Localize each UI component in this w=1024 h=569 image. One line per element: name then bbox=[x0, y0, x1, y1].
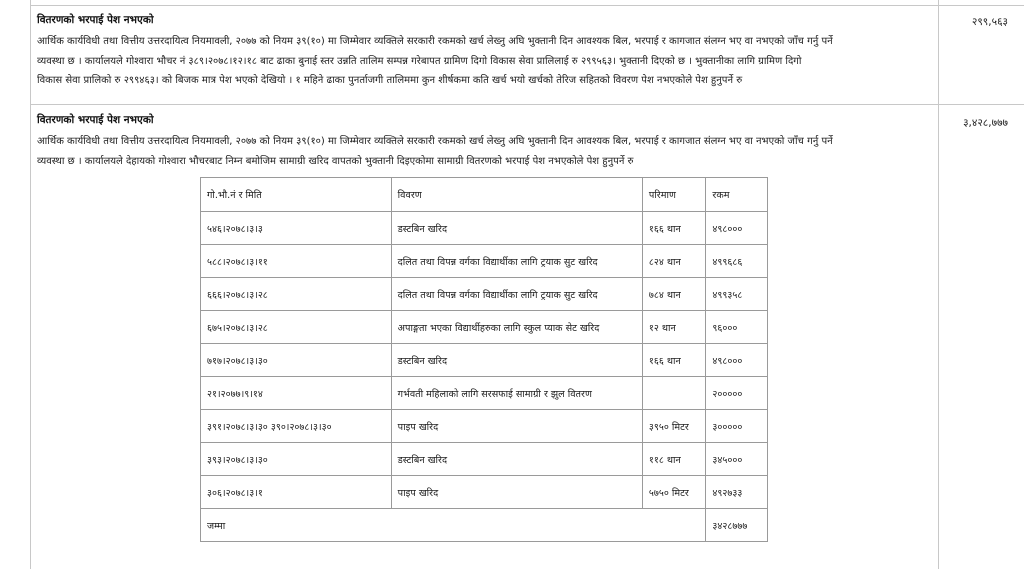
audit-finding-1 bbox=[37, 14, 937, 91]
description-cell: डस्टबिन खरिद bbox=[391, 443, 642, 476]
voucher-cell: ५४६।२०७८।३।३ bbox=[201, 212, 392, 245]
description-cell: गर्भवती महिलाको लागि सरसफाई सामाग्री र झुल वितरण bbox=[391, 377, 642, 410]
row-divider bbox=[30, 104, 1024, 105]
table-row bbox=[201, 476, 768, 509]
voucher-cell: ६६६।२०७८।३।२८ bbox=[201, 278, 392, 311]
quantity-cell: १६६ थान bbox=[642, 344, 706, 377]
amount-cell: ४९२७३३ bbox=[706, 476, 768, 509]
table-row bbox=[201, 245, 768, 278]
table-header-row bbox=[201, 178, 768, 212]
description-cell: पाइप खरिद bbox=[391, 476, 642, 509]
quantity-cell: ११८ थान bbox=[642, 443, 706, 476]
row-divider bbox=[30, 5, 1024, 6]
purchase-items-table bbox=[200, 177, 768, 542]
table-row bbox=[201, 311, 768, 344]
finding-amount: ३,४२८,७७७ bbox=[963, 117, 1008, 129]
description-cell: दलित तथा विपन्न वर्गका विद्यार्थीका लागि ट्रयाक सुट खरिद bbox=[391, 245, 642, 278]
voucher-cell: ३०६।२०७८।३।१ bbox=[201, 476, 392, 509]
column-header-voucher: गो.भौ.नं र मिति bbox=[201, 178, 392, 212]
quantity-cell: ३९५० मिटर bbox=[642, 410, 706, 443]
voucher-cell: ५८८।२०७८।३।११ bbox=[201, 245, 392, 278]
table-row bbox=[201, 410, 768, 443]
amount-column-border bbox=[938, 0, 939, 569]
description-cell: पाइप खरिद bbox=[391, 410, 642, 443]
quantity-cell: ५७५० मिटर bbox=[642, 476, 706, 509]
voucher-cell: २१।२०७७।९।१४ bbox=[201, 377, 392, 410]
finding-heading: वितरणको भरपाई पेश नभएको bbox=[37, 114, 154, 126]
voucher-cell: ६७५।२०७८।३।२८ bbox=[201, 311, 392, 344]
finding-heading: वितरणको भरपाई पेश नभएको bbox=[37, 14, 154, 26]
finding-line: व्यवस्था छ । कार्यालयले गोश्वारा भौचर नं ३८९।२०७८।१२।१८ बाट ढाका बुनाई स्तर उन्नति तालिम सम्पन्न गरेबापत ग्रामिण दिगो विकास सेवा प्रालिलाई रु २९९५६३। भुक्तानी दिएको छ । भुक्तानीका लागि ग्रामिण दिगो bbox=[37, 55, 802, 67]
column-header-description: विवरण bbox=[391, 178, 642, 212]
column-header-amount: रकम bbox=[706, 178, 768, 212]
table-total-row bbox=[201, 509, 768, 542]
amount-cell: २००००० bbox=[706, 377, 768, 410]
quantity-cell: ७८४ थान bbox=[642, 278, 706, 311]
table-row bbox=[201, 278, 768, 311]
description-cell: दलित तथा विपन्न वर्गका विद्यार्थीका लागि ट्रयाक सुट खरिद bbox=[391, 278, 642, 311]
column-header-quantity: परिमाण bbox=[642, 178, 706, 212]
amount-cell: ४९८००० bbox=[706, 212, 768, 245]
finding-line: विकास सेवा प्रालिको रु २९९४६३। को बिजक मात्र पेश भएको देखियो । १ महिने ढाका पुनर्ताजगी तालिममा कुन शीर्षकमा कति खर्च भयो खर्चको तेरिज सहितको विवरण पेश नभएकोले पेश हुनुपर्ने रु bbox=[37, 75, 743, 87]
finding-line: आर्थिक कार्यविधी तथा वित्तीय उत्तरदायित्व नियमावली, २०७७ को नियम ३९(१०) मा जिम्मेवार व्यक्तिले सरकारी रकमको खर्च लेख्नु अघि भुक्तानी दिन आवश्यक बिल, भरपाई र कागजात संलग्न भए वा नभएको जाँच गर्नु पर्ने bbox=[37, 136, 833, 147]
table-row bbox=[201, 344, 768, 377]
quantity-cell: १२ थान bbox=[642, 311, 706, 344]
description-cell: डस्टबिन खरिद bbox=[391, 344, 642, 377]
amount-cell: ३००००० bbox=[706, 410, 768, 443]
amount-cell: ४९९६८६ bbox=[706, 245, 768, 278]
table-row bbox=[201, 443, 768, 476]
description-cell: अपाङ्गता भएका विद्यार्थीहरुका लागि स्कुल प्याक सेट खरिद bbox=[391, 311, 642, 344]
amount-cell: ४९८००० bbox=[706, 344, 768, 377]
amount-cell: ९६००० bbox=[706, 311, 768, 344]
voucher-cell: ३९१।२०७८।३।३० ३९०।२०७८।३।३० bbox=[201, 410, 392, 443]
voucher-cell: ३९३।२०७८।३।३० bbox=[201, 443, 392, 476]
quantity-cell bbox=[642, 377, 706, 410]
amount-cell: ४९९३५८ bbox=[706, 278, 768, 311]
total-label: जम्मा bbox=[201, 509, 706, 542]
total-amount: ३४२८७७७ bbox=[706, 509, 768, 542]
finding-line: आर्थिक कार्यविधी तथा वित्तीय उत्तरदायित्व नियमावली, २०७७ को नियम ३९(१०) मा जिम्मेवार व्यक्तिले सरकारी रकमको खर्च लेख्नु अघि भुक्तानी दिन आवश्यक बिल, भरपाई र कागजात संलग्न भए वा नभएको जाँच गर्नु पर्ने bbox=[37, 36, 833, 47]
table-row bbox=[201, 212, 768, 245]
left-border bbox=[30, 0, 31, 569]
description-cell: डस्टबिन खरिद bbox=[391, 212, 642, 245]
amount-cell: ३४५००० bbox=[706, 443, 768, 476]
voucher-cell: ७१७।२०७८।३।३० bbox=[201, 344, 392, 377]
table-row bbox=[201, 377, 768, 410]
audit-finding-2 bbox=[37, 114, 937, 171]
quantity-cell: १६६ थान bbox=[642, 212, 706, 245]
quantity-cell: ८२४ थान bbox=[642, 245, 706, 278]
finding-amount: २९९,५६३ bbox=[971, 16, 1008, 28]
finding-line: व्यवस्था छ । कार्यालयले देहायको गोश्वारा भौचरबाट निम्न बमोजिम सामाग्री खरिद वापतको भुक्तानी दिइएकोमा सामाग्री वितरणको भरपाई पेश नभएकोले पेश हुनुपर्ने रु bbox=[37, 155, 634, 167]
